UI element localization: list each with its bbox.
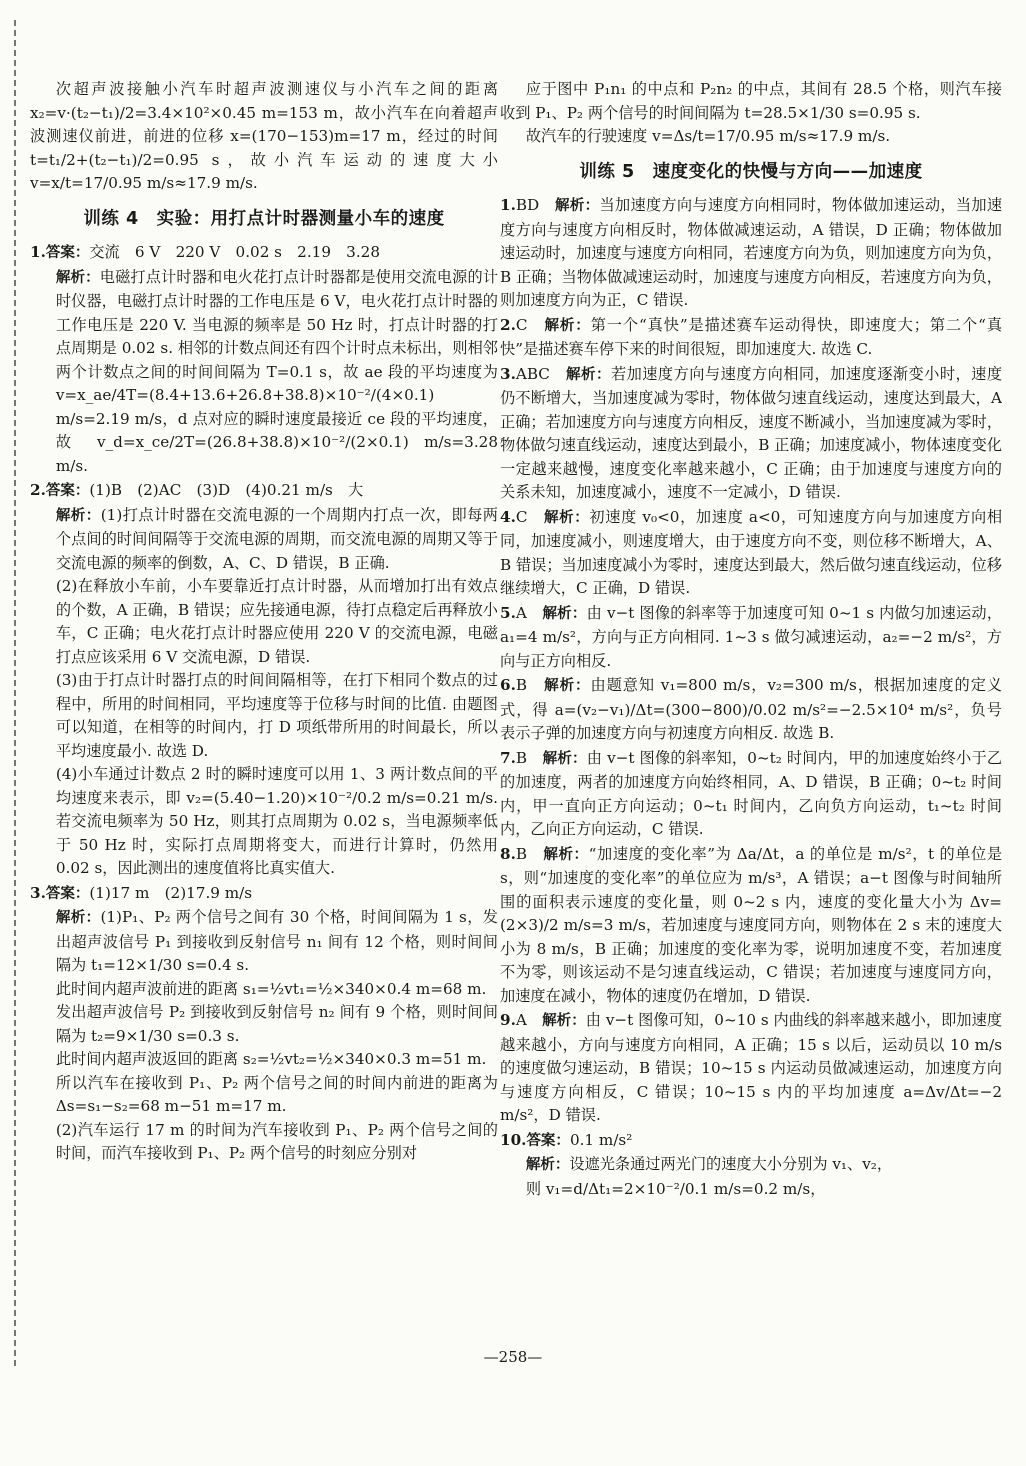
- question-number: 2.: [30, 481, 46, 499]
- answer-label: 答案：: [45, 885, 90, 902]
- question-1: [30, 241, 498, 478]
- question-item: [500, 843, 1002, 1009]
- left-column: [30, 78, 498, 1346]
- right-intro: 故汽车的行驶速度 v=Δs/t=17/0.95 m/s≈17.9 m/s.: [525, 127, 891, 145]
- analysis-label: 解析：: [55, 269, 100, 286]
- question-number: 3.: [30, 883, 46, 902]
- question-2: [30, 479, 498, 881]
- page-number: —258—: [483, 1348, 543, 1366]
- section-title-4: 训练 4 实验：用打点计时器测量小车的速度: [83, 208, 445, 229]
- answer-label: 答案：: [45, 483, 90, 499]
- question-item: [500, 1009, 1002, 1128]
- analysis-text: 由 v−t 图像可知，0~10 s 内曲线的斜率越来越小，即加速度越来越小，方向与速度方向相同，A 正确；15 s 以后，运动员以 10 m/s 的速度做匀速运动，B 错误；10~15 s 内运动员做减速运动，加速度方向与速度方向相反，C 错误；10~15 s 内的平均加速度 a=Δv/Δt=−2 m/s²，D 错误.: [500, 1011, 1002, 1124]
- analysis-line: 此时间内超声波前进的距离 s₁=½vt₁=½×340×0.4 m=68 m.: [55, 979, 487, 998]
- section-title-5: 训练 5 速度变化的快慢与方向——加速度: [579, 161, 923, 182]
- analysis-text: (1)P₁、P₂ 两个信号之间有 30 个格，时间间隔为 1 s，发出超声波信号 P₁ 到接收到反射信号 n₁ 间有 12 个格，则时间间隔为 t₁=12×1/30 s=0.4 s.: [55, 908, 498, 974]
- question-item: [500, 194, 1002, 313]
- analysis-text: 由 v−t 图像的斜率知，0~t₂ 时间内，甲的加速度始终小于乙的加速度，两者的加速度方向始终相同，A、D 错误，B 正确；0~t₂ 时间内，甲一直向正方向运动；0~t₁ 时间内，乙向负方向运动，t₁~t₂ 时间内，乙向正方向运动，C 错误.: [500, 748, 1002, 838]
- analysis-part: (2)在释放小车前，小车要靠近打点计时器，从而增加打出有效点的个数，A 正确，B 错误；应先接通电源，待打点稳定后再释放小车，C 正确；电火花打点计时器应使用 220 V 的交流电源，电磁打点应该采用 6 V 交流电源，D 错误.: [55, 577, 498, 666]
- question-item: [500, 674, 1002, 746]
- analysis-label: 解析：: [543, 846, 589, 863]
- question-10: [500, 1129, 1002, 1202]
- question-item: [500, 602, 1002, 674]
- question-number: 6.: [500, 676, 516, 694]
- analysis-text: 当加速度方向与速度方向相同时，物体做加速运动，当加速度方向与速度方向相反时，物体做减速运动，A 错误，D 正确；物体做加速运动时，加速度与速度方向相同，若速度方向为负，则加速度方向为负，B 正确；当物体做减速运动时，加速度与速度方向相反，若速度方向为负，则加速度方向为正，C 错误.: [500, 196, 1002, 309]
- answer-text: (1)B (2)AC (3)D (4)0.21 m/s 大: [89, 481, 364, 499]
- left-intro: 次超声波接触小汽车时超声波测速仪与小汽车之间的距离 x₂=v·(t₂−t₁)/2=3.4×10²×0.45 m=153 m，故小汽车在向着超声波测速仪前进，前进的位移 x=(170−153)m=17 m，经过的时间 t=t₁/2+(t₂−t₁)/2=0.95 s，故小汽车运动的速度大小 v=x/t=17/0.95 m/s≈17.9 m/s.: [30, 80, 498, 192]
- analysis-part: (4)小车通过计数点 2 时的瞬时速度可以用 1、3 两计数点间的平均速度来表示，即 v₂=(5.40−1.20)×10⁻²/0.2 m/s=0.21 m/s. 若交流电频率为 50 Hz，则其打点周期为 0.02 s，当电源频率低于 50 Hz 时，实际打点周期将变大，而进行计算时，仍然用 0.02 s，因此测出的速度值将比真实值大.: [55, 765, 498, 877]
- analysis-text: 电磁打点计时器和电火花打点计时器都是使用交流电源的计时仪器，电磁打点计时器的工作电压是 6 V，电火花打点计时器的工作电压是 220 V. 当电源的频率是 50 Hz 时，打点计时器的打点周期是 0.02 s. 相邻的计数点间还有四个计时点未标出，则相邻两个计数点之间的时间间隔为 T=0.1 s，故 ae 段的平均速度为 v=x_ae/4T=(8.4+13.6+26.8+38.8)×10⁻²/(4×0.1) m/s=2.19 m/s，d 点对应的瞬时速度最接近 ce 段的平均速度，故 v_d=x_ce/2T=(26.8+38.8)×10⁻²/(2×0.1) m/s=3.28 m/s.: [55, 267, 498, 475]
- question-number: 7.: [500, 748, 516, 767]
- answer-label: 答案：: [526, 1132, 570, 1149]
- analysis-label: 解析：: [55, 507, 101, 524]
- analysis-text: 第一个“真快”是描述赛车运动得快，即速度大；第二个“真快”是描述赛车停下来的时间很短，即加速度大. 故选 C.: [500, 315, 1002, 358]
- analysis-line: 发出超声波信号 P₂ 到接收到反射信号 n₂ 间有 9 个格，则时间间隔为 t₂=9×1/30 s=0.3 s.: [55, 1003, 498, 1045]
- analysis-text: 设遮光条通过两光门的速度大小分别为 v₁、v₂，: [569, 1155, 893, 1173]
- question-number: 9.: [500, 1011, 516, 1029]
- question-item: [500, 314, 1002, 362]
- answer-choice: B: [515, 748, 528, 767]
- question-number: 5.: [500, 603, 516, 622]
- analysis-text: 由 v−t 图像的斜率等于加速度可知 0~1 s 内做匀加速运动，a₁=4 m/s²，方向与正方向相同. 1~3 s 做匀减速运动，a₂=−2 m/s²，方向与正方向相反.: [500, 603, 1002, 670]
- question-item: [500, 747, 1002, 842]
- analysis-label: 解析：: [544, 678, 591, 694]
- answer-choice: B: [515, 844, 528, 863]
- analysis-text: 由题意知 v₁=800 m/s，v₂=300 m/s，根据加速度的定义式，得 a=(v₂−v₁)/Δt=(300−800)/0.02 m/s²=−2.5×10⁴ m/s²，负号表示子弹的加速度方向与初速度方向相反. 故选 B.: [500, 676, 1002, 742]
- answer-choice: C: [515, 315, 528, 334]
- answer-choice: A: [515, 603, 527, 622]
- question-number: 1.: [30, 243, 46, 261]
- analysis-label: 解析：: [525, 1157, 570, 1173]
- question-number: 3.: [500, 364, 516, 383]
- answer-choice: ABC: [515, 364, 550, 383]
- analysis-part: (3)由于打点计时器打点的时间间隔相等，在打下相同个数点的过程中，所用的时间相同，平均速度等于位移与时间的比值. 由题图可以知道，在相等的时间内，打 D 项纸带所用的时间最长，所以平均速度最小. 故选 D.: [55, 671, 498, 760]
- question-number: 1.: [500, 196, 516, 214]
- answer-choice: B: [515, 676, 528, 694]
- question-number: 8.: [500, 844, 516, 863]
- question-3: [30, 882, 498, 1166]
- analysis-text: “加速度的变化率”为 Δa/Δt，a 的单位是 m/s²，t 的单位是 s，则“加速度的变化率”的单位应为 m/s³，A 错误；a−t 图像与时间轴所围的面积表示速度的变化量，则 0~2 s 内，速度的变化量大小为 Δv=(2×3)/2 m/s=3 m/s，若加速度与速度同方向，则物体在 2 s 末的速度大小为 8 m/s，B 正确；加速度的变化率为零，说明加速度不变，若加速度不为零，则该运动不是匀速直线运动，C 错误；若加速度与速度同方向，加速度在减小，物体的速度仍在增加，D 错误.: [500, 844, 1002, 1005]
- analysis-label: 解析：: [543, 509, 590, 526]
- question-number: 10.: [500, 1130, 527, 1149]
- analysis-text: 若加速度方向与速度方向相同，加速度逐渐变小时，速度仍不断增大，当加速度减为零时，物体做匀速直线运动，速度达到最大，A 正确；若加速度方向与速度方向相反，速度不断减小，当加速度减为零时，物体做匀速直线运动，速度达到最小，B 正确；加速度减小，物体速度变化一定越来越慢，速度变化率越来越小，C 正确；由于加速度与速度方向的关系未知，加速度减小，速度不一定减小，D 错误.: [500, 364, 1002, 501]
- analysis-label: 解析：: [542, 750, 587, 767]
- answer-text: (1)17 m (2)17.9 m/s: [89, 883, 253, 902]
- analysis-label: 解析：: [542, 605, 587, 622]
- analysis-text: (1)打点计时器在交流电源的一个周期内打点一次，即每两个点间的时间间隔等于交流电源的周期，而交流电源的周期又等于交流电源的频率的倒数，A、C、D 错误，B 正确.: [55, 505, 498, 572]
- answer-text: 交流 6 V 220 V 0.02 s 2.19 3.28: [89, 243, 380, 261]
- analysis-line: 此时间内超声波返回的距离 s₂=½vt₂=½×340×0.3 m=51 m.: [55, 1050, 487, 1068]
- analysis-line: (2)汽车运行 17 m 的时间为汽车接收到 P₁、P₂ 两个信号之间的时间，而汽车接收到 P₁、P₂ 两个信号的时刻应分别对: [55, 1120, 498, 1162]
- right-column: [500, 78, 1002, 1346]
- question-number: 4.: [500, 507, 516, 526]
- analysis-text: 初速度 v₀<0，加速度 a<0，可知速度方向与加速度方向相同，加速度减小，则速度增大，由于速度方向不变，则位移不断增大，A、B 错误；当加速度减小为零时，速度达到最大，然后做匀速直线运动，位移继续增大，C 正确，D 错误.: [500, 507, 1002, 597]
- answer-choice: C: [515, 507, 528, 526]
- right-intro: 应于图中 P₁n₁ 的中点和 P₂n₂ 的中点，其间有 28.5 个格，则汽车接收到 P₁、P₂ 两个信号的时间间隔为 t=28.5×1/30 s=0.95 s.: [500, 80, 1002, 122]
- analysis-label: 解析：: [55, 910, 101, 926]
- question-item: [500, 506, 1002, 601]
- analysis-label: 解析：: [566, 366, 611, 383]
- question-item: [500, 363, 1002, 505]
- analysis-label: 解析：: [542, 1013, 586, 1029]
- question-number: 2.: [500, 315, 516, 334]
- analysis-line: 则 v₁=d/Δt₁=2×10⁻²/0.1 m/s=0.2 m/s，: [525, 1179, 826, 1198]
- answer-choice: A: [515, 1011, 527, 1029]
- analysis-label: 解析：: [544, 317, 591, 334]
- analysis-label: 解析：: [555, 198, 600, 214]
- answer-label: 答案：: [45, 245, 90, 261]
- binding-margin: [14, 20, 16, 1366]
- answer-text: 0.1 m/s²: [569, 1130, 633, 1149]
- answer-choice: BD: [515, 196, 540, 214]
- analysis-line: 所以汽车在接收到 P₁、P₂ 两个信号之间的时间内前进的距离为 Δs=s₁−s₂=68 m−51 m=17 m.: [55, 1073, 498, 1115]
